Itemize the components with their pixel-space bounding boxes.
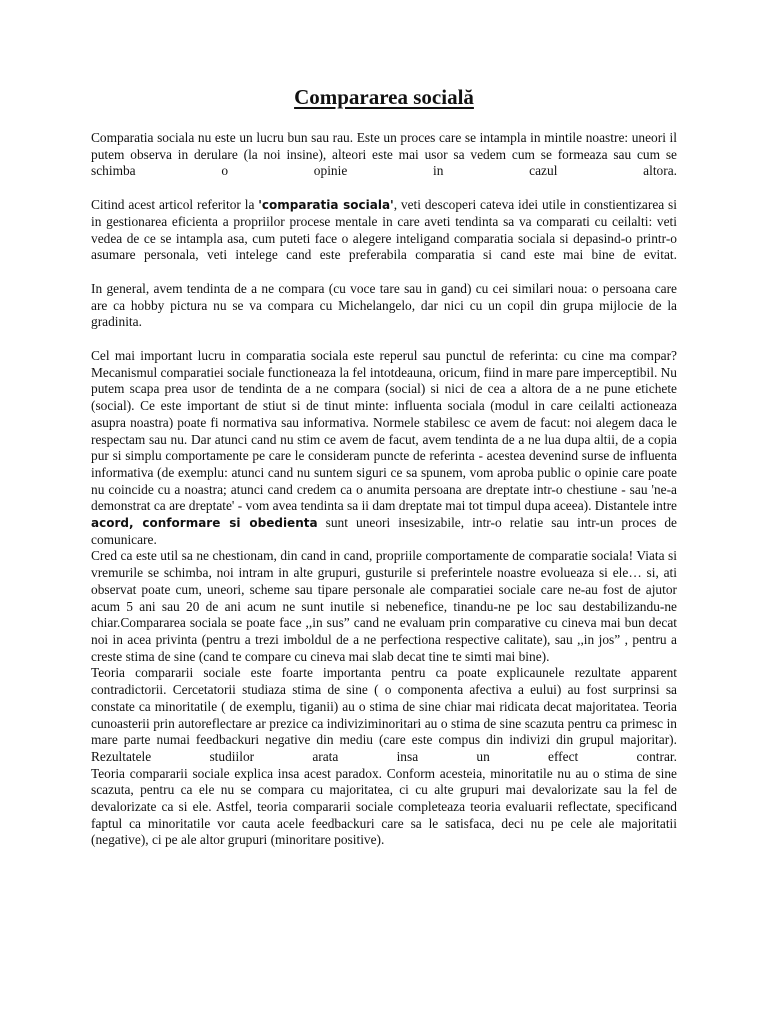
paragraph-questioning: Cred ca este util sa ne chestionam, din cand in cand, propriile comportamente de comparatie sociala! Viata si vremurile se schimba, noi intram in alte grupuri, gusturile si preferintele noastre evolueaza si ele… si, ati observat poate cum, uneori, scheme sau tipare personale ale comparatiei sociale care ne-au fost de ajutor acum 5 ani sau 20 de ani acum ne sunt inutile si nebenefice, tinandu-ne pe loc sau destabilizandu-ne chiar.Compararea sociala se poate face ,,in sus” cand ne evaluam prin comparative cu cineva mai bun decat noi in acea privinta (pentru a trezi imboldul de a ne perfectiona respective calitate), sau ,,in jos” , pentru a creste stima de sine (cand te compare cu cineva mai slab decat tine te simti mai bine). — [91, 548, 677, 664]
document-title: Compararea socială — [294, 85, 474, 109]
paragraph-article-purpose — [91, 197, 677, 264]
paragraph-reference-point — [91, 348, 677, 548]
paragraph-paradox: Teoria compararii sociale explica insa acest paradox. Conform acesteia, minoritatile nu au o stima de sine scazuta, pentru ca ele nu se compara cu majoritatea, ci cu alte grupuri mai devalorizate sau la fel de devalorizate ca si ele. Astfel, teoria compararii sociale completeaza teoria evaluarii reflectate, specificand faptul ca minoritatile vor cauta acele feedbackuri care sa le satisfaca, deci nu pe cele ale majoritatii (negative), ci pe ale altor grupuri (minoritare positive). — [91, 765, 677, 848]
bold-phrase: 'comparatia sociala' — [258, 198, 394, 213]
document-page — [91, 84, 677, 849]
bold-phrase: acord, conformare si obedienta — [91, 516, 318, 531]
paragraph-text: sunt uneori insesizabile, intr-o relatie sau intr-un proces de comunicare. — [91, 515, 677, 547]
paragraph-text: Citind acest articol referitor la — [91, 197, 259, 213]
paragraph-similar-others: In general, avem tendinta de a ne compara (cu voce tare sau in gand) cu cei similari noua: o persoana care are ca hobby pictura nu se va compara cu Michelangelo, dar nici cu un copil din grupa mijlocie de la gradinita. — [91, 280, 677, 330]
paragraph-theory-importance: Teoria compararii sociale este foarte importanta pentru ca poate explicaunele rezultate apparent contradictorii. Cercetatorii studiaza stima de sine ( o componenta afectiva a eului) au fost surprinsi sa constate ca minoritatile ( de exemplu, tiganii) au o stima de sine chiar mai ridicata decat majoritatea. Teoria cunoasterii prin autoreflectare ar prezice ca indiviziminoritari au o stima de sine scazuta pentru ca primesc in mare parte numai feedbackuri negative din mediu (care este compus din indivizi din grupul majoritar). Rezultatele studiilor arata insa un effect contrar. — [91, 665, 677, 764]
paragraph-text: Cel mai important lucru in comparatia sociala este reperul sau punctul de referinta: cu cine ma compar? Mecanismul comparatiei sociale functioneaza la fel intotdeauna, oricum, fiind in mare pare imperceptibil. Nu putem scapa prea usor de tendinta de a ne compara (social) si nici de cea a altora de a ne pune etichete (social). Ce este important de stiut si de tinut minte: influenta sociala (modul in care ceilalti actioneaza asupra noastra) poate fi normativa sau informativa. Normele stabilesc ce avem de facut: noi alegem daca le respectam sau nu. Dar atunci cand nu stim ce avem de facut, avem tendinta de a ne lua dupa altii, de a copia pur si simplu comportamente pe care le consideram puncte de referinta - acestea devenind surse de influenta informativa (de exemplu: atunci cand nu suntem siguri ce sa spunem, vom aproba public o opinie care poate nu coincide cu a noastra; atunci cand credem ca o anumita persoana are dreptate intr-o chestiune - sau 'ne-a demonstrat ca are dreptate' - vom avea tendinta sa ii dam dreptate mai tot timpul dupa aceea). Distantele intre — [91, 348, 677, 514]
paragraph-intro: Comparatia sociala nu este un lucru bun sau rau. Este un proces care se intampla in mintile noastre: uneori il putem observa in derulare (la noi insine), alteori este mai usor sa vedem cum se formeaza sau cum se schimba o opinie in cazul altora. — [91, 130, 677, 179]
paragraph-text: , veti descoperi cateva idei utile in constientizarea si in gestionarea eficienta a propriilor procese mentale in care aveti tendinta sa va comparati cu ceilalti: veti vedea de ce se intampla asa, cum puteti face o alegere inteligand comparatia sociala si depasind-o printr-o asumare personala, veti intelege cand este preferabila comparatia si cand este mai bine de evitat. — [91, 197, 677, 263]
